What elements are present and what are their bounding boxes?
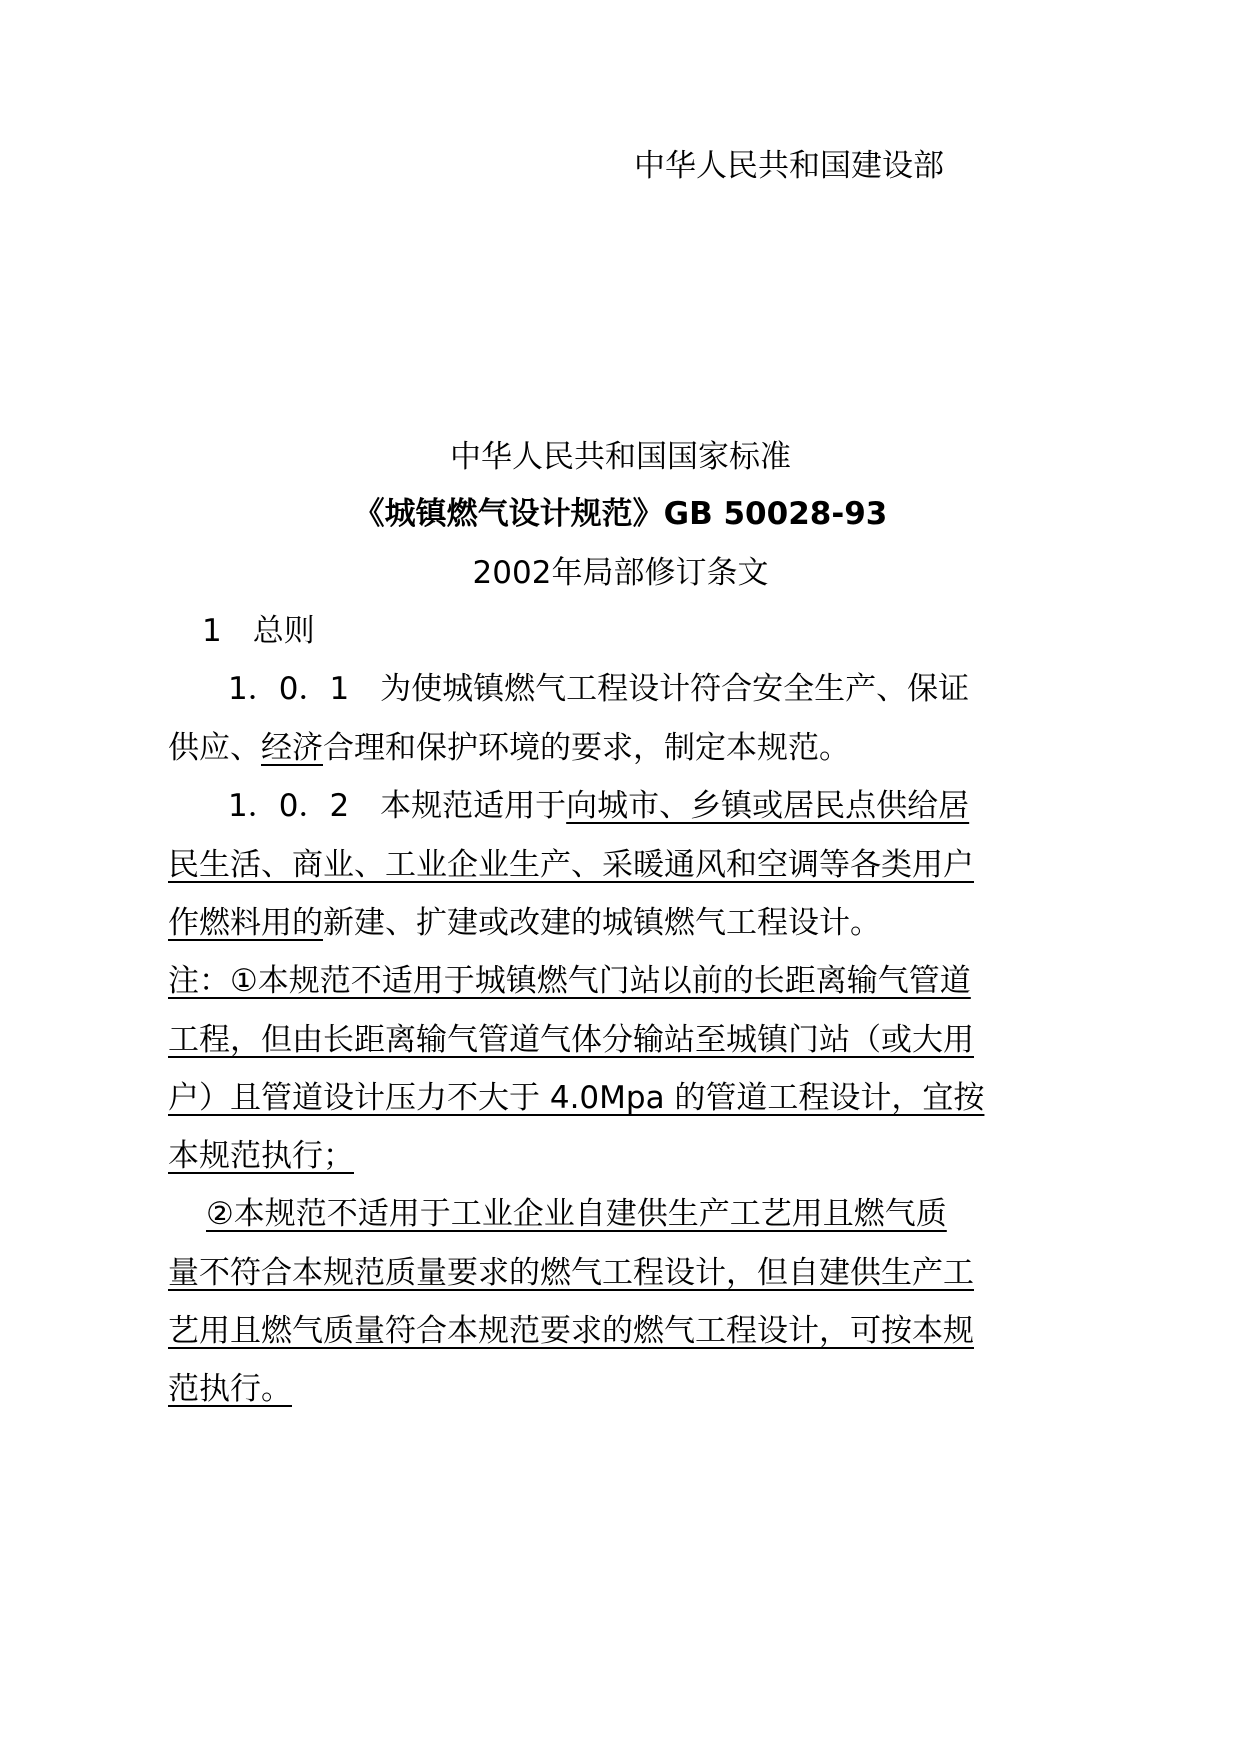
note1-line1 xyxy=(168,961,971,1001)
note2-line2 xyxy=(168,1253,974,1293)
document-title: 《城镇燃气设计规范》GB 50028-93 xyxy=(353,496,888,532)
section-heading: 1 总则 xyxy=(202,613,315,649)
note2-line3-text: 艺用且燃气质量符合本规范要求的燃气工程设计，可按本规 xyxy=(168,1313,974,1349)
clause-102-line3 xyxy=(168,903,881,943)
note2-line1 xyxy=(206,1194,947,1234)
clause-101-underlined: 经济 xyxy=(261,730,323,766)
clause-102-line2-underlined: 民生活、商业、工业企业生产、采暖通风和空调等各类用户 xyxy=(168,847,974,883)
clause-102-line1-pre: 1．0．2 本规范适用于 xyxy=(228,788,567,824)
clause-101-line2-post: 合理和保护环境的要求，制定本规范。 xyxy=(323,730,850,766)
note2-line3 xyxy=(168,1311,974,1351)
clause-101-line1: 1．0．1 为使城镇燃气工程设计符合安全生产、保证 xyxy=(228,671,970,707)
note1-line3-text: 户）且管道设计压力不大于 4.0Mpa 的管道工程设计，宜按 xyxy=(168,1080,985,1116)
note1-line3 xyxy=(168,1078,984,1118)
note1-line2 xyxy=(168,1020,974,1060)
clause-102-line1 xyxy=(228,786,969,826)
note2-line1-text: ②本规范不适用于工业企业自建供生产工艺用且燃气质 xyxy=(206,1196,947,1232)
note1-line1-text: 注：①本规范不适用于城镇燃气门站以前的长距离输气管道 xyxy=(168,963,971,999)
note2-line4 xyxy=(168,1369,292,1409)
note1-line4 xyxy=(168,1136,354,1176)
clause-101-line2-pre: 供应、 xyxy=(168,730,261,766)
standard-title: 中华人民共和国国家标准 xyxy=(450,439,791,475)
clause-102-line1-underlined: 向城市、乡镇或居民点供给居 xyxy=(566,788,970,824)
clause-102-line3-post: 新建、扩建或改建的城镇燃气工程设计。 xyxy=(323,905,881,941)
clause-102-line2 xyxy=(168,845,974,885)
revision-subtitle: 2002年局部修订条文 xyxy=(472,555,769,591)
ministry-header: 中华人民共和国建设部 xyxy=(634,148,944,184)
note2-line2-text: 量不符合本规范质量要求的燃气工程设计，但自建供生产工 xyxy=(168,1255,974,1291)
clause-101-line2 xyxy=(168,728,850,768)
note2-line4-text: 范执行。 xyxy=(168,1371,292,1407)
clause-102-line3-underlined: 作燃料用的 xyxy=(168,905,323,941)
note1-line2-text: 工程，但由长距离输气管道气体分输站至城镇门站（或大用 xyxy=(168,1022,974,1058)
note1-line4-text: 本规范执行； xyxy=(168,1138,354,1174)
